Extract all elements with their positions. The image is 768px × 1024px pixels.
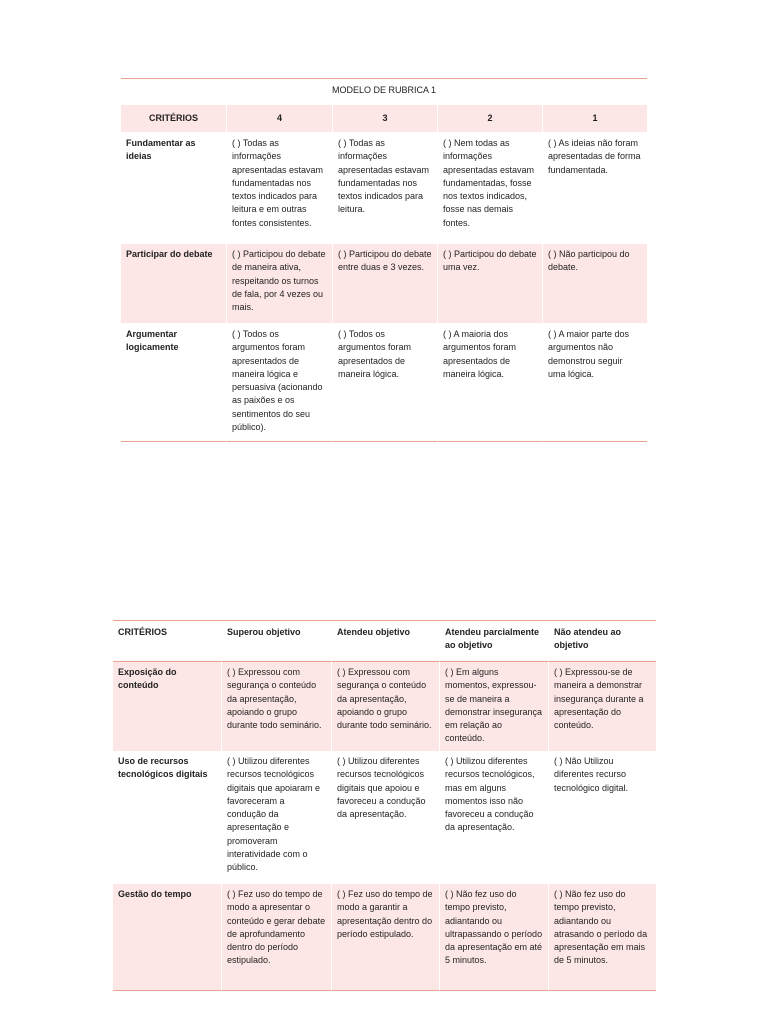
rubric-cell: ( ) Expressou com segurança o conteúdo da apresentação, apoiando o grupo durante todo seminário. <box>331 662 439 751</box>
rubric-cell: ( ) Em alguns momentos, expressou-se de maneira a demonstrar insegurança em relação ao conteúdo. <box>439 662 548 751</box>
column-header: Atendeu parcialmente ao objetivo <box>439 621 548 662</box>
rubric-cell: ( ) Fez uso do tempo de modo a apresentar o conteúdo e gerar debate de aprofundamento dentro do período estipulado. <box>221 884 331 991</box>
criterion-cell: Uso de recursos tecnológicos digitais <box>118 756 208 780</box>
rubric-cell: ( ) Utilizou diferentes recursos tecnológicos digitais que apoiou e favoreceu a condução da apresentação. <box>331 751 439 884</box>
column-header: 1 <box>542 104 647 132</box>
rubric-cell: ( ) As ideias não foram apresentadas de forma fundamentada. <box>542 132 647 244</box>
column-header: CRITÉRIOS <box>121 104 226 132</box>
rubric-cell: ( ) Participou do debate entre duas e 3 vezes. <box>332 244 437 323</box>
rubric-cell: ( ) Fez uso do tempo de modo a garantir a apresentação dentro do período estipulado. <box>331 884 439 991</box>
table-row <box>113 751 656 884</box>
table-row <box>121 132 647 244</box>
criterion-cell: Argumentar logicamente <box>121 323 226 442</box>
column-header: CRITÉRIOS <box>113 621 221 662</box>
criterion-cell: Participar do debate <box>121 244 226 323</box>
rubric-cell: ( ) Não fez uso do tempo previsto, adiantando ou ultrapassando o período da apresentação em até 5 minutos. <box>439 884 548 991</box>
rubric-cell: ( ) Não participou do debate. <box>542 244 647 323</box>
table-row <box>113 884 656 991</box>
column-header: 3 <box>332 104 437 132</box>
rubric-table-1 <box>121 78 647 442</box>
column-header: Atendeu objetivo <box>331 621 439 662</box>
rubric-cell: ( ) Não fez uso do tempo previsto, adiantando ou atrasando o período da apresentação em mais de 5 minutos. <box>548 884 656 991</box>
rubric-title: MODELO DE RUBRICA 1 <box>121 79 647 104</box>
criterion-cell: Gestão do tempo <box>113 884 221 991</box>
table-row <box>121 244 647 323</box>
table-row <box>113 662 656 751</box>
rubric-cell: ( ) A maioria dos argumentos foram apresentados de maneira lógica. <box>437 323 542 442</box>
table-row <box>121 323 647 442</box>
rubric-cell: ( ) Utilizou diferentes recursos tecnológicos, mas em alguns momentos isso não favoreceu a condução da apresentação. <box>439 751 548 884</box>
rubric-cell: ( ) A maior parte dos argumentos não demonstrou seguir uma lógica. <box>542 323 647 442</box>
column-header: Não atendeu ao objetivo <box>548 621 656 662</box>
rubric-cell: ( ) Utilizou diferentes recursos tecnológicos digitais que apoiaram e favoreceram a condução da apresentação e promoveram interatividade com o público. <box>221 751 331 884</box>
rubric-cell: ( ) Expressou com segurança o conteúdo da apresentação, apoiando o grupo durante todo seminário. <box>221 662 331 751</box>
column-header: 4 <box>226 104 332 132</box>
rubric-cell: ( ) Todos os argumentos foram apresentados de maneira lógica. <box>332 323 437 442</box>
criterion-cell: Exposição do conteúdo <box>113 662 221 751</box>
rubric-cell: ( ) Todos os argumentos foram apresentados de maneira lógica e persuasiva (acionando as paixões e os sentimentos do seu público). <box>226 323 332 442</box>
rubric-cell: ( ) Não Utilizou diferentes recurso tecnológico digital. <box>548 751 656 884</box>
rubric-cell: ( ) Expressou-se de maneira a demonstrar insegurança durante a apresentação do conteúdo. <box>548 662 656 751</box>
rubric-cell: ( ) Participou do debate uma vez. <box>437 244 542 323</box>
rubric-cell: ( ) Participou do debate de maneira ativa, respeitando os turnos de fala, por 4 vezes ou mais. <box>226 244 332 323</box>
rubric-table-2 <box>113 620 656 991</box>
criterion-cell: Fundamentar as ideias <box>126 138 196 162</box>
column-header: Superou objetivo <box>221 621 331 662</box>
rubric-cell: ( ) Todas as informações apresentadas estavam fundamentadas nos textos indicados para leitura e em outras fontes consistentes. <box>226 132 332 244</box>
rubric-cell: ( ) Nem todas as informações apresentadas estavam fundamentadas, fosse nos textos indicados, fosse nas demais fontes. <box>437 132 542 244</box>
rubric-cell: ( ) Todas as informações apresentadas estavam fundamentadas nos textos indicados para leitura. <box>332 132 437 244</box>
column-header: 2 <box>437 104 542 132</box>
